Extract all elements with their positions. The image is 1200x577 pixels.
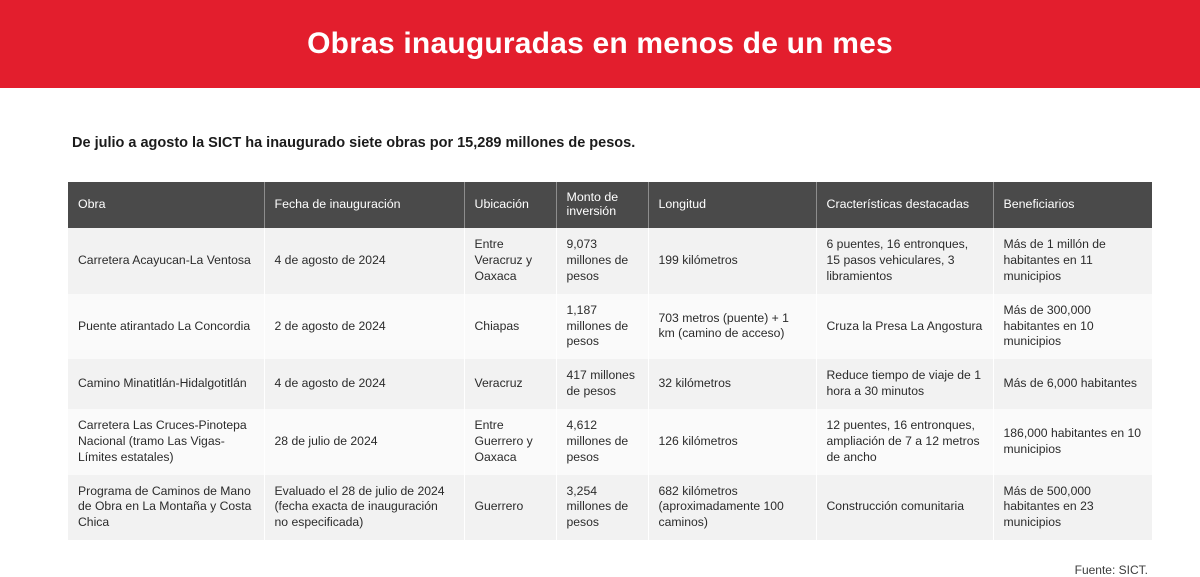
table-header	[68, 182, 1152, 228]
cell-caracteristicas: Cruza la Presa La Angostura	[816, 294, 993, 360]
cell-ubicacion: Entre Veracruz y Oaxaca	[464, 228, 556, 294]
source-note: Fuente: SICT.	[1074, 563, 1148, 577]
cell-ubicacion: Guerrero	[464, 475, 556, 541]
cell-monto: 4,612 millones de pesos	[556, 409, 648, 475]
cell-monto: 9,073 millones de pesos	[556, 228, 648, 294]
table-row	[68, 228, 1152, 294]
table-container	[0, 153, 1200, 540]
table-row	[68, 294, 1152, 360]
cell-fecha: 2 de agosto de 2024	[264, 294, 464, 360]
cell-obra: Camino Minatitlán-Hidalgotitlán	[68, 359, 264, 409]
column-header-beneficiarios: Beneficiarios	[993, 182, 1152, 228]
cell-monto: 417 millones de pesos	[556, 359, 648, 409]
cell-ubicacion: Chiapas	[464, 294, 556, 360]
column-header-longitud: Longitud	[648, 182, 816, 228]
table-row	[68, 475, 1152, 541]
cell-beneficiarios: Más de 1 millón de habitantes en 11 municipios	[993, 228, 1152, 294]
cell-obra: Puente atirantado La Concordia	[68, 294, 264, 360]
cell-beneficiarios: Más de 6,000 habitantes	[993, 359, 1152, 409]
table-body	[68, 228, 1152, 540]
column-header-fecha: Fecha de inauguración	[264, 182, 464, 228]
cell-obra: Carretera Acayucan-La Ventosa	[68, 228, 264, 294]
subtitle-text: De julio a agosto la SICT ha inaugurado siete obras por 15,289 millones de pesos.	[72, 135, 636, 151]
column-header-caracteristicas: Cracterísticas destacadas	[816, 182, 993, 228]
cell-monto: 1,187 millones de pesos	[556, 294, 648, 360]
cell-beneficiarios: Más de 500,000 habitantes en 23 municipios	[993, 475, 1152, 541]
cell-longitud: 682 kilómetros (aproximadamente 100 caminos)	[648, 475, 816, 541]
cell-obra: Programa de Caminos de Mano de Obra en La Montaña y Costa Chica	[68, 475, 264, 541]
cell-ubicacion: Veracruz	[464, 359, 556, 409]
cell-longitud: 199 kilómetros	[648, 228, 816, 294]
table-row	[68, 359, 1152, 409]
cell-monto: 3,254 millones de pesos	[556, 475, 648, 541]
cell-beneficiarios: Más de 300,000 habitantes en 10 municipios	[993, 294, 1152, 360]
cell-caracteristicas: 12 puentes, 16 entronques, ampliación de 7 a 12 metros de ancho	[816, 409, 993, 475]
cell-fecha: 4 de agosto de 2024	[264, 359, 464, 409]
table-row	[68, 409, 1152, 475]
cell-caracteristicas: Construcción comunitaria	[816, 475, 993, 541]
cell-longitud: 703 metros (puente) + 1 km (camino de acceso)	[648, 294, 816, 360]
cell-obra: Carretera Las Cruces-Pinotepa Nacional (tramo Las Vigas-Límites estatales)	[68, 409, 264, 475]
cell-caracteristicas: 6 puentes, 16 entronques, 15 pasos vehiculares, 3 libramientos	[816, 228, 993, 294]
title-banner	[0, 0, 1200, 88]
obras-table	[68, 182, 1152, 540]
cell-longitud: 126 kilómetros	[648, 409, 816, 475]
cell-ubicacion: Entre Guerrero y Oaxaca	[464, 409, 556, 475]
cell-fecha: Evaluado el 28 de julio de 2024 (fecha exacta de inauguración no especificada)	[264, 475, 464, 541]
page-title: Obras inauguradas en menos de un mes	[307, 26, 893, 60]
content-area	[0, 88, 1200, 577]
cell-caracteristicas: Reduce tiempo de viaje de 1 hora a 30 minutos	[816, 359, 993, 409]
cell-fecha: 4 de agosto de 2024	[264, 228, 464, 294]
table-header-row	[68, 182, 1152, 228]
cell-fecha: 28 de julio de 2024	[264, 409, 464, 475]
column-header-ubicacion: Ubicación	[464, 182, 556, 228]
cell-longitud: 32 kilómetros	[648, 359, 816, 409]
cell-beneficiarios: 186,000 habitantes en 10 municipios	[993, 409, 1152, 475]
column-header-monto: Monto de inversión	[556, 182, 648, 228]
column-header-obra: Obra	[68, 182, 264, 228]
